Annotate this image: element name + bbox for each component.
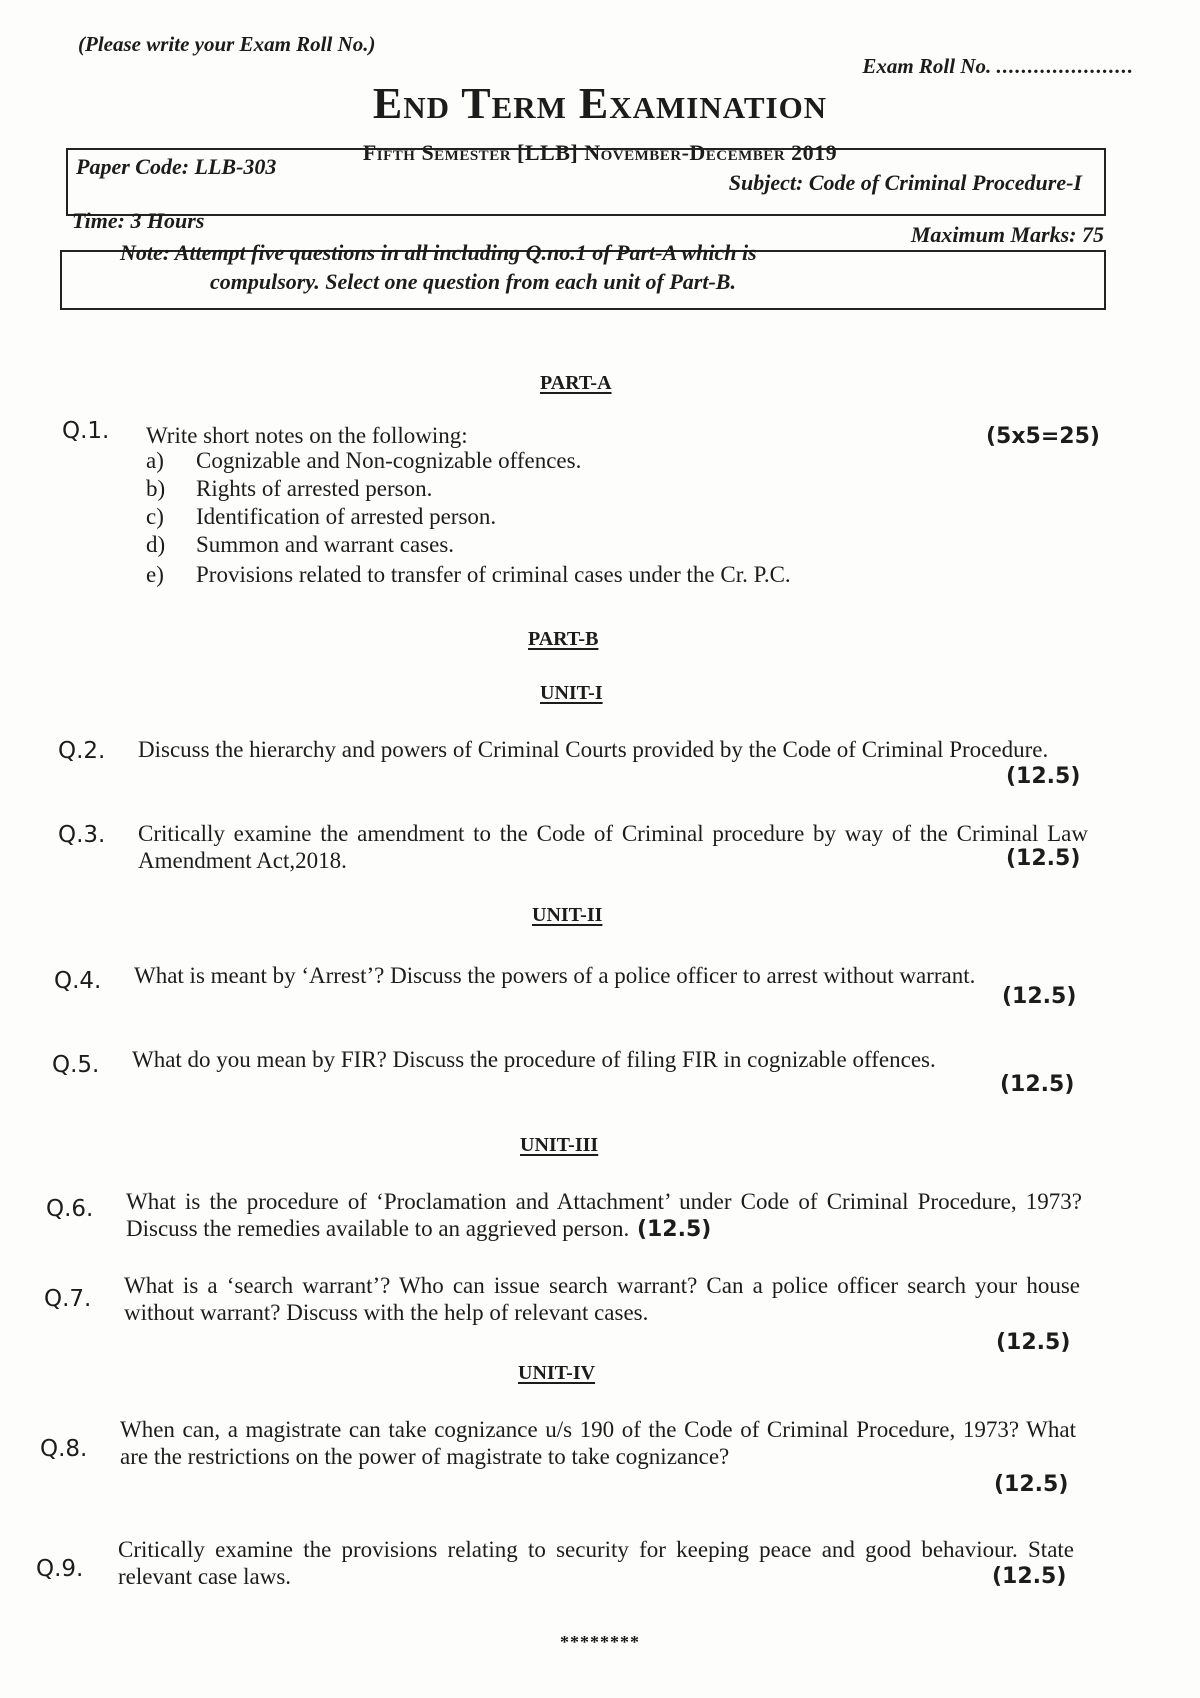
sub-question-text: Identification of arrested person. [196, 504, 497, 529]
question-text: Critically examine the provisions relating to security for keeping peace and good behaviour. State relevant case laws. [118, 1537, 1074, 1589]
question-marks: (12.5) [1006, 846, 1081, 871]
paper-code: Paper Code: LLB-303 [76, 154, 277, 179]
question-number: Q.3. [58, 822, 106, 848]
question-text: What is meant by ‘Arrest’? Discuss the powers of a police officer to arrest without warrant. [134, 963, 976, 988]
sub-question-label: a) [146, 448, 164, 473]
unit-4-heading: UNIT-IV [518, 1362, 596, 1384]
roll-number-hint: (Please write your Exam Roll No.) [78, 32, 376, 56]
question-number: Q.4. [54, 968, 102, 994]
exam-roll-number-field [862, 54, 1134, 79]
question-number: Q.6. [46, 1196, 94, 1222]
sub-question-label: b) [146, 476, 166, 501]
sub-question-label: d) [146, 532, 166, 557]
semester-line: Fifth Semester [LLB] November-December 2019 [362, 140, 838, 165]
question-marks: (12.5) [992, 1564, 1067, 1589]
question-number: Q.5. [52, 1052, 100, 1078]
roll-number-label: Exam Roll No. [862, 54, 992, 78]
question-marks: (12.5) [994, 1472, 1069, 1497]
question-marks: (12.5) [1000, 1072, 1075, 1097]
question-number: Q.1. [62, 418, 110, 444]
sub-question-d [146, 532, 454, 558]
subject: Subject: Code of Criminal Procedure-I [728, 170, 1082, 195]
question-text: When can, a magistrate can take cognizance u/s 190 of the Code of Criminal Procedure, 1973? What are the restrictions on the power of magistrate to take cognizance? [120, 1417, 1076, 1469]
question-text: Write short notes on the following: [146, 423, 468, 448]
sub-question-a [146, 448, 581, 474]
sub-question-text: Provisions related to transfer of criminal cases under the Cr. P.C. [196, 562, 791, 587]
sub-question-c [146, 504, 496, 530]
part-b-heading: PART-B [528, 628, 599, 650]
roll-number-blank: ...................... [996, 54, 1134, 78]
sub-question-text: Rights of arrested person. [196, 476, 433, 501]
question-number: Q.9. [36, 1556, 84, 1582]
question-marks: (12.5) [1006, 764, 1081, 789]
end-of-paper-marker: ******** [560, 1632, 640, 1652]
sub-question-b [146, 476, 432, 502]
time-allowed: Time: 3 Hours [72, 208, 205, 233]
question-text: Critically examine the amendment to the Code of Criminal procedure by way of the Criminal Law Amendment Act,2018. [138, 821, 1088, 873]
sub-question-label: c) [146, 504, 164, 529]
exam-title: End Term Examination [372, 79, 828, 128]
question-text: Discuss the hierarchy and powers of Criminal Courts provided by the Code of Criminal Procedure. [138, 737, 1049, 762]
question-text: What is a ‘search warrant’? Who can issue search warrant? Can a police officer search your house without warrant? Discuss with the help of relevant cases. [124, 1273, 1080, 1325]
paper-info-box [66, 148, 1106, 216]
unit-1-heading: UNIT-I [540, 682, 603, 704]
note-line-1: Note: Attempt five questions in all including Q.no.1 of Part-A which is [120, 240, 757, 265]
instructions-note [120, 238, 1040, 296]
question-text: What is the procedure of ‘Proclamation and Attachment’ under Code of Criminal Procedure, 1973? Discuss the remedies available to an aggrieved person. (12.5) [126, 1189, 1082, 1242]
sub-question-e [146, 562, 791, 588]
note-line-2: compulsory. Select one question from each unit of Part-B. [210, 269, 736, 294]
sub-question-text: Cognizable and Non-cognizable offences. [196, 448, 582, 473]
sub-question-label: e) [146, 562, 164, 587]
sub-question-text: Summon and warrant cases. [196, 532, 455, 557]
unit-3-heading: UNIT-III [520, 1134, 599, 1156]
question-number: Q.2. [58, 738, 106, 764]
unit-2-heading: UNIT-II [532, 904, 603, 926]
maximum-marks: Maximum Marks: 75 [910, 222, 1104, 247]
question-number: Q.8. [40, 1436, 88, 1462]
question-number: Q.7. [44, 1286, 92, 1312]
question-marks: (5x5=25) [986, 424, 1100, 449]
question-marks: (12.5) [996, 1330, 1071, 1355]
question-marks: (12.5) [629, 1217, 712, 1242]
question-text: What do you mean by FIR? Discuss the procedure of filing FIR in cognizable offences. [132, 1047, 936, 1072]
question-marks: (12.5) [1002, 984, 1077, 1009]
part-a-heading: PART-A [540, 372, 612, 394]
